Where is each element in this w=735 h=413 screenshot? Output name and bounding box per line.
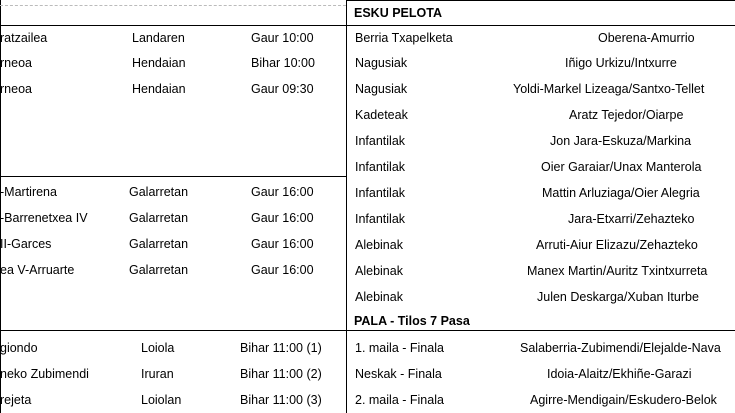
match-time: Gaur 16:00: [251, 263, 314, 277]
match-name: II-Garces: [0, 237, 52, 251]
esku-category: Alebinak: [355, 264, 403, 278]
pala-category: 2. maila - Finala: [355, 393, 444, 407]
esku-category: Alebinak: [355, 290, 403, 304]
pala-teams: Salaberria-Zubimendi/Elejalde-Nava: [520, 341, 721, 355]
esku-category: Alebinak: [355, 238, 403, 252]
pala-category: Neskak - Finala: [355, 367, 442, 381]
left-header-dashes: [0, 5, 346, 6]
match-place: Galarretan: [129, 237, 189, 251]
match-place: Galarretan: [129, 263, 189, 277]
pala-title: PALA - Tilos 7 Pasa: [354, 314, 470, 328]
left-section-divider-1: [0, 176, 346, 177]
esku-category: Infantilak: [355, 134, 406, 148]
esku-category: Nagusiak: [355, 56, 408, 70]
match-place: Landaren: [132, 31, 185, 45]
match-time: Gaur 16:00: [251, 185, 314, 199]
esku-teams: Arruti-Aiur Elizazu/Zehazteko: [536, 238, 698, 252]
esku-header-line: [346, 25, 735, 26]
match-time: Gaur 16:00: [251, 237, 314, 251]
match-name: rejeta: [0, 393, 32, 407]
match-place: Galarretan: [129, 211, 189, 225]
match-name: -Martirena: [0, 185, 57, 199]
match-time: Gaur 10:00: [251, 31, 314, 45]
match-time: Bihar 10:00: [251, 56, 315, 70]
top-border-left: [0, 25, 346, 26]
top-border-right: [346, 0, 735, 1]
pala-category: 1. maila - Finala: [355, 341, 444, 355]
esku-category: Kadeteak: [355, 108, 408, 122]
match-place: Loiolan: [141, 393, 182, 407]
match-time: Gaur 09:30: [251, 82, 314, 96]
match-place: Galarretan: [129, 185, 189, 199]
match-time: Bihar 11:00 (2): [240, 367, 322, 381]
match-name: giondo: [0, 341, 38, 355]
esku-teams: Jon Jara-Eskuza/Markina: [550, 134, 692, 148]
match-place: Iruran: [141, 367, 174, 381]
match-name: ratzailea: [0, 31, 48, 45]
match-time: Bihar 11:00 (3): [240, 393, 322, 407]
pala-header-line: [346, 330, 735, 331]
match-name: rneoa: [0, 82, 32, 96]
left-section-divider-2: [0, 330, 346, 331]
column-divider: [346, 0, 347, 413]
match-name: ea V-Arruarte: [0, 263, 75, 277]
match-place: Loiola: [141, 341, 175, 355]
esku-teams: Oberena-Amurrio: [598, 31, 695, 45]
esku-category: Infantilak: [355, 186, 406, 200]
esku-teams: Manex Martin/Auritz Txintxurreta: [527, 264, 708, 278]
esku-teams: Iñigo Urkizu/Intxurre: [565, 56, 677, 70]
esku-teams: Jara-Etxarri/Zehazteko: [568, 212, 695, 226]
esku-category: Nagusiak: [355, 82, 408, 96]
match-name: neko Zubimendi: [0, 367, 89, 381]
match-name: rneoa: [0, 56, 32, 70]
esku-teams: Mattin Arluziaga/Oier Alegria: [542, 186, 700, 200]
pala-teams: Idoia-Alaitz/Ekhiñe-Garazi: [547, 367, 692, 381]
match-place: Hendaian: [132, 82, 186, 96]
esku-category: Berria Txapelketa: [355, 31, 453, 45]
esku-category: Infantilak: [355, 212, 406, 226]
esku-teams: Yoldi-Markel Lizeaga/Santxo-Tellet: [513, 82, 705, 96]
match-name: -Barrenetxea IV: [0, 211, 88, 225]
match-time: Gaur 16:00: [251, 211, 314, 225]
esku-teams: Aratz Tejedor/Oiarpe: [569, 108, 684, 122]
match-time: Bihar 11:00 (1): [240, 341, 322, 355]
pala-teams: Agirre-Mendigain/Eskudero-Belok: [530, 393, 717, 407]
match-place: Hendaian: [132, 56, 186, 70]
esku-teams: Oier Garaiar/Unax Manterola: [541, 160, 702, 174]
esku-teams: Julen Deskarga/Xuban Iturbe: [537, 290, 699, 304]
esku-pelota-title: ESKU PELOTA: [354, 6, 442, 20]
esku-category: Infantilak: [355, 160, 406, 174]
